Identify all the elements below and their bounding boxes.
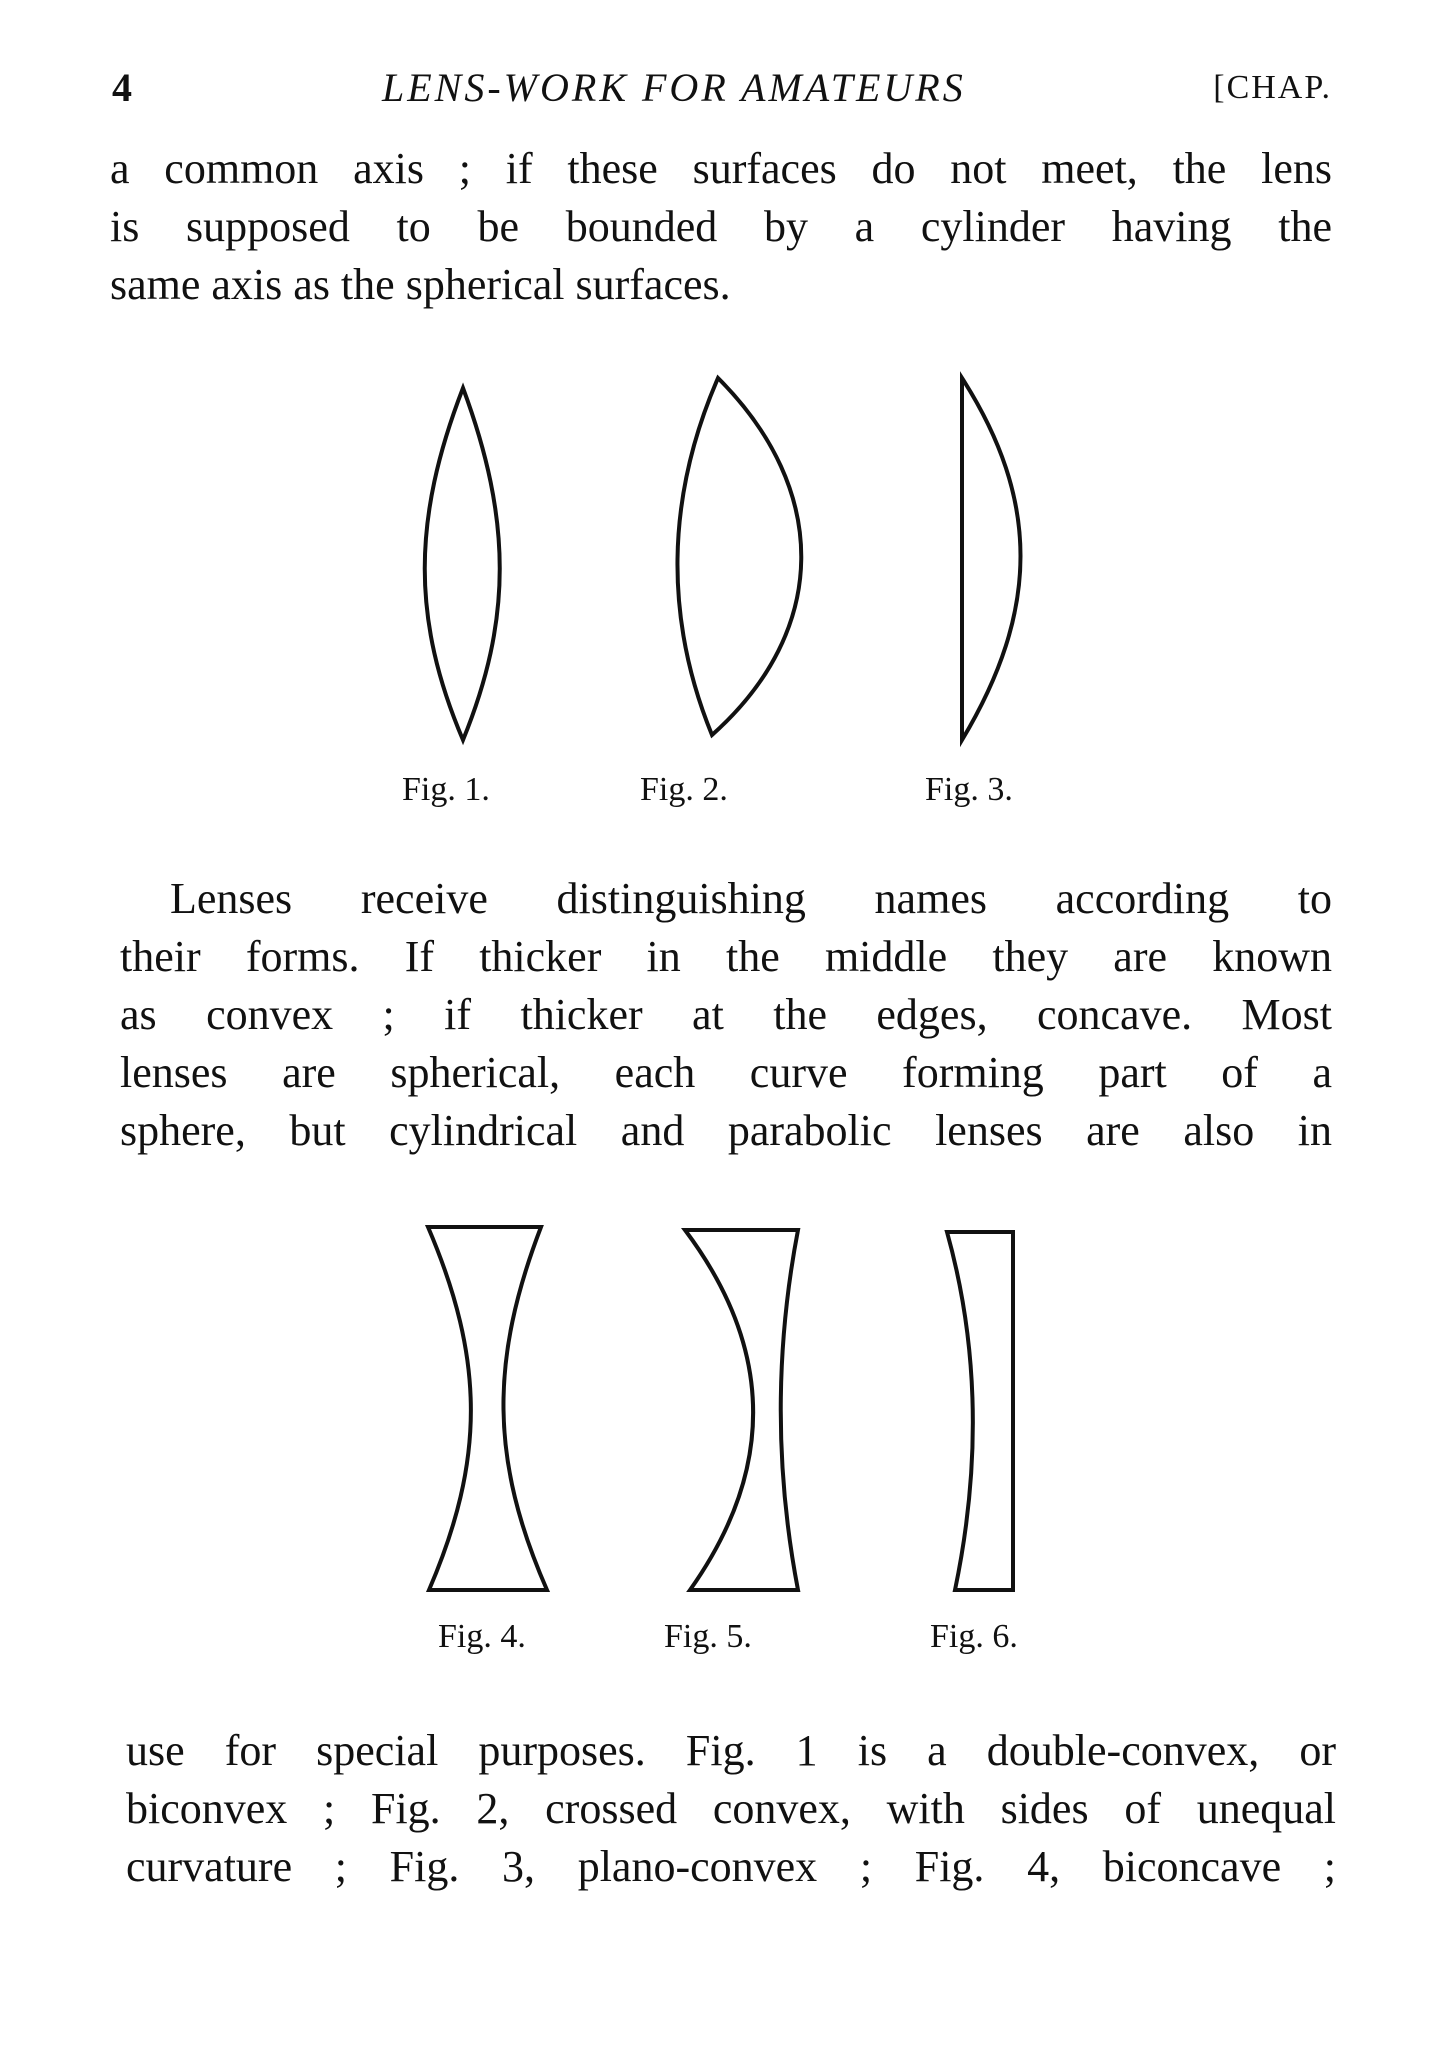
chapter-mark: [CHAP. xyxy=(1213,69,1332,106)
plano-concave-lens-icon xyxy=(947,1232,1013,1590)
text-line: a common axis ; if these surfaces do not meet, the lens xyxy=(110,144,1332,193)
figure-label-2: Fig. 2. xyxy=(640,771,728,808)
text-line: as convex ; if thicker at the edges, concave. Most xyxy=(120,990,1332,1039)
text-line: sphere, but cylindrical and parabolic lenses are also in xyxy=(120,1106,1332,1155)
text-line: same axis as the spherical surfaces. xyxy=(110,260,731,309)
figure-label-5: Fig. 5. xyxy=(664,1618,752,1655)
text-line: their forms. If thicker in the middle they are known xyxy=(120,932,1332,981)
biconcave-lens-icon xyxy=(428,1227,547,1590)
biconvex-lens-icon xyxy=(425,388,500,740)
plano-convex-lens-icon xyxy=(962,378,1021,740)
figure-label-1: Fig. 1. xyxy=(402,771,490,808)
paragraph-3 xyxy=(126,1722,1336,1896)
figure-label-6: Fig. 6. xyxy=(930,1618,1018,1655)
text-line: is supposed to be bounded by a cylinder having the xyxy=(110,202,1332,251)
text-line: lenses are spherical, each curve forming part of a xyxy=(120,1048,1332,1097)
text-line: curvature ; Fig. 3, plano-convex ; Fig. 4, biconcave ; xyxy=(126,1842,1336,1891)
text-line: biconvex ; Fig. 2, crossed convex, with sides of unequal xyxy=(126,1784,1336,1833)
figure-label-3: Fig. 3. xyxy=(925,771,1013,808)
running-title: LENS-WORK FOR AMATEURS xyxy=(382,65,966,110)
page-number: 4 xyxy=(112,65,132,110)
text-line: use for special purposes. Fig. 1 is a double-convex, or xyxy=(126,1726,1336,1775)
text-line: Lenses receive distinguishing names according to xyxy=(170,874,1332,923)
paragraph-2 xyxy=(120,870,1332,1160)
figure-label-4: Fig. 4. xyxy=(438,1618,526,1655)
crossed-convex-lens-icon xyxy=(677,378,801,735)
concavo-lens-icon xyxy=(685,1230,798,1590)
